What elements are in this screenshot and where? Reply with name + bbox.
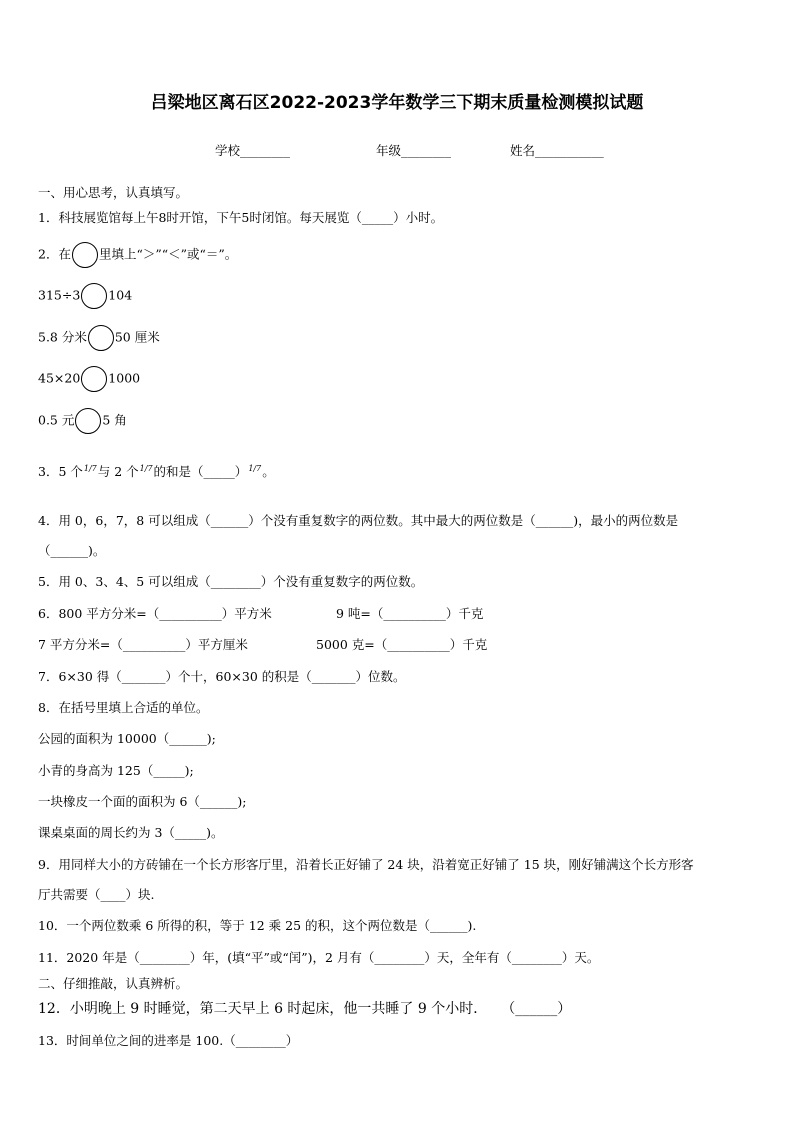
q2-item-left: 315÷3: [38, 287, 81, 303]
answer-circle[interactable]: [81, 283, 107, 309]
question-3: [38, 462, 275, 480]
q3-text-d: 。: [262, 464, 275, 479]
q6-part-d: 5000 克=（__________）千克: [316, 637, 488, 652]
fraction: 1/7: [139, 463, 153, 473]
q3-text-c: 的和是（_____）: [153, 464, 248, 479]
q8-item-3: 一块橡皮一个面的面积为 6（______);: [38, 794, 247, 809]
q2-item-right: 50 厘米: [114, 329, 160, 345]
question-8: 8．在括号里填上合适的单位。: [38, 700, 209, 715]
q2-item-1: [38, 283, 132, 309]
q2-text-a: 2．在: [38, 246, 71, 262]
question-1: 1．科技展览馆每上午8时开馆，下午5时闭馆。每天展览（_____）小时。: [38, 210, 444, 225]
question-9-line-2: 厅共需要（____）块.: [38, 887, 155, 902]
q2-item-right: 104: [108, 287, 133, 303]
fraction: 1/7: [248, 463, 262, 473]
q8-item-1: 公园的面积为 10000（______);: [38, 731, 216, 746]
fraction: 1/7: [83, 463, 97, 473]
q6-part-a: 6．800 平方分米=（__________）平方米: [38, 606, 272, 621]
q3-text-b: 与 2 个: [97, 464, 139, 479]
q8-item-4: 课桌桌面的周长约为 3（_____)。: [38, 825, 224, 840]
page-title: 吕梁地区离石区2022-2023学年数学三下期末质量检测模拟试题: [150, 93, 644, 113]
question-12: 12．小明晚上 9 时睡觉，第二天早上 6 时起床，他一共睡了 9 个小时． （______）: [38, 1001, 572, 1017]
q3-text-a: 3．5 个: [38, 464, 83, 479]
question-11: 11．2020 年是（________）年，(填“平”或“闰”)，2 月有（________）天，全年有（________）天。: [38, 950, 600, 965]
question-4-line-1: 4．用 0，6，7，8 可以组成（______）个没有重复数字的两位数。其中最大的两位数是（______)，最小的两位数是: [38, 513, 679, 528]
q2-item-4: [38, 408, 127, 434]
q2-text-b: 里填上“＞”“＜”或“＝”。: [98, 246, 238, 262]
answer-circle[interactable]: [88, 325, 114, 351]
school-field: 学校________: [215, 143, 291, 158]
question-6-line-2: 7 平方分米=（__________）平方厘米: [38, 637, 248, 652]
grade-field: 年级________: [376, 143, 452, 158]
q2-item-left: 45×20: [38, 370, 81, 386]
question-13: 13．时间单位之间的进率是 100.（________）: [38, 1033, 299, 1048]
answer-circle[interactable]: [72, 242, 98, 268]
question-9-line-1: 9．用同样大小的方砖铺在一个长方形客厅里，沿着长正好铺了 24 块，沿着宽正好铺了 15 块，刚好铺满这个长方形客: [38, 857, 694, 872]
section-2-heading: 二、仔细推敲，认真辨析。: [38, 976, 189, 991]
question-7: 7．6×30 得（_______）个十，60×30 的积是（_______）位数。: [38, 669, 406, 684]
q8-item-2: 小青的身高为 125（_____);: [38, 763, 194, 778]
q2-item-left: 5.8 分米: [38, 329, 87, 345]
name-field: 姓名___________: [510, 143, 604, 158]
question-2: [38, 242, 237, 268]
q2-item-2: [38, 325, 160, 351]
answer-circle[interactable]: [75, 408, 101, 434]
answer-circle[interactable]: [81, 366, 107, 392]
question-10: 10．一个两位数乘 6 所得的积，等于 12 乘 25 的积，这个两位数是（______).: [38, 918, 477, 933]
question-4-line-2: （______)。: [38, 543, 106, 558]
q2-item-right: 5 角: [102, 412, 127, 428]
question-6-line-1: [38, 604, 272, 622]
q2-item-right: 1000: [108, 370, 141, 386]
question-5: 5．用 0、3、4、5 可以组成（________）个没有重复数字的两位数。: [38, 574, 424, 589]
section-1-heading: 一、用心思考，认真填写。: [38, 185, 189, 200]
q6-part-b: 9 吨=（__________）千克: [336, 606, 484, 621]
q2-item-3: [38, 366, 140, 392]
q2-item-left: 0.5 元: [38, 412, 75, 428]
